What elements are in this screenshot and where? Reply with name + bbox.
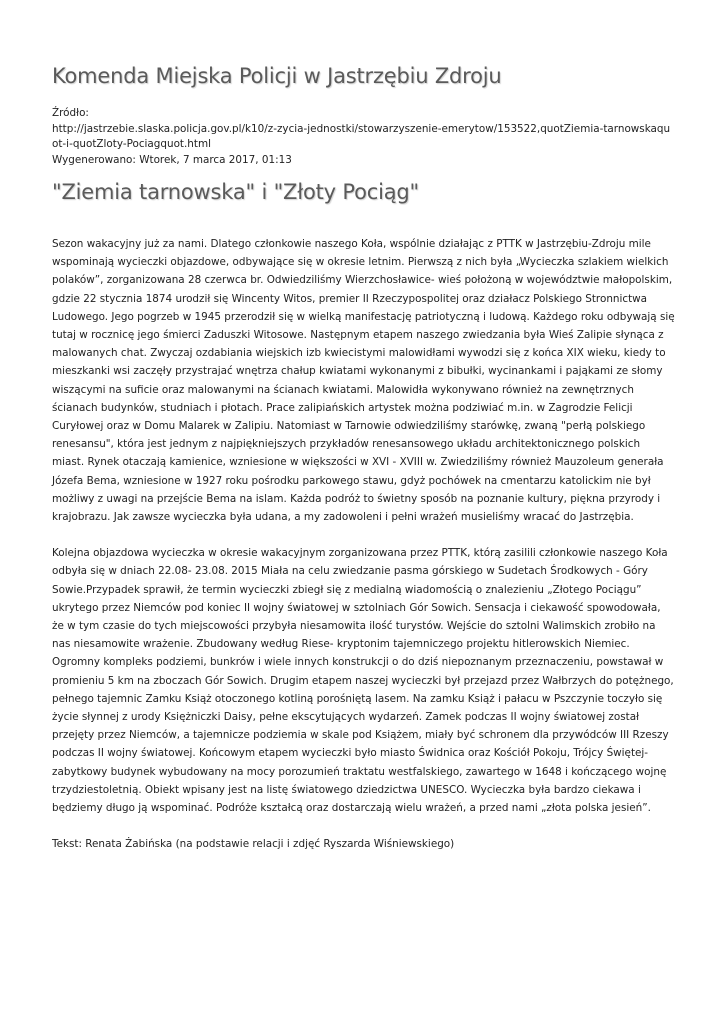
source-url: http://jastrzebie.slaska.policja.gov.pl/k10/z-zycia-jednostki/stowarzyszenie-emerytow/153522,quotZiemia-tarnowskaquot-i-quotZloty-Pociagquot.html [52,122,671,150]
article-body [52,235,675,854]
source-label: Źródło: [52,107,89,119]
article-title: "Ziemia tarnowska" i "Złoty Pociąg" [52,180,419,204]
site-title: Komenda Miejska Policji w Jastrzębiu Zdroju [52,64,502,88]
generated-date: Wygenerowano: Wtorek, 7 marca 2017, 01:13 [52,153,292,166]
article-paragraph: Kolejna objazdowa wycieczka w okresie wakacyjnym zorganizowana przez PTTK, którą zasilili członkowie naszego Koła odbyła się w dniach 22.08- 23.08. 2015 Miała na celu zwiedzanie pasma górskiego w Sudetach Środkowych - Góry Sowie.Przypadek sprawił, że termin wycieczki zbiegł się z medialną wiadomością o znalezieniu „Złotego Pociągu” ukrytego przez Niemców pod koniec II wojny światowej w sztolniach Gór Sowich. Sensacja i ciekawość spowodowała, że w tym czasie do tych miejscowości przybyła niesamowita ilość turystów. Wejście do sztolni Walimskich zrobiło na nas niesamowite wrażenie. Zbudowany według Riese- kryptonim tajemniczego projektu hitlerowskich Niemiec. Ogromny kompleks podziemi, bunkrów i wiele innych konstrukcji o do dziś niepoznanym przeznaczeniu, powstawał w promieniu 5 km na zboczach Gór Sowich. Drugim etapem naszej wycieczki był przejazd przez Wałbrzych do potężnego, pełnego tajemnic Zamku Książ otoczonego kotliną porośniętą lasem. Na zamku Książ i pałacu w Pszczynie toczyło się życie słynnej z urody Księżniczki Daisy, pełne ekscytujących wydarzeń. Zamek podczas II wojny światowej został przejęty przez Niemców, a tajemnicze podziemia w skale pod Książem, miały być schronem dla przywódców III Rzeszy podczas II wojny światowej. Końcowym etapem wycieczki było miasto Świdnica oraz Kościół Pokoju, Trójcy Świętej- zabytkowy budynek wybudowany na mocy porozumień traktatu westfalskiego, zawartego w 1648 i kończącego wojnę trzydziestoletnią. Obiekt wpisany jest na listę światowego dziedzictwa UNESCO. Wycieczka była bardzo ciekawa i będziemy długo ją wspominać. Podróże kształcą oraz dostarczają wielu wrażeń, a przed nami „złota polska jesień”. [52,547,674,815]
source-meta [52,106,675,168]
article-author-credit: Tekst: Renata Żabińska (na podstawie relacji i zdjęć Ryszarda Wiśniewskiego) [52,838,455,851]
article-paragraph: Sezon wakacyjny już za nami. Dlatego członkowie naszego Koła, wspólnie działając z PTTK w Jastrzębiu-Zdroju mile wspominają wycieczki objazdowe, odbywające się w okresie letnim. Pierwszą z nich była „Wycieczka szlakiem wielkich polaków”, zorganizowana 28 czerwca br. Odwiedziliśmy Wierzchosławice- wieś położoną w województwie małopolskim, gdzie 22 stycznia 1874 urodził się Wincenty Witos, premier II Rzeczypospolitej oraz działacz Polskiego Stronnictwa Ludowego. Jego pogrzeb w 1945 przerodził się w wielką manifestację patriotyczną i ludową. Każdego roku odbywają się tutaj w rocznicę jego śmierci Zaduszki Witosowe. Następnym etapem naszego zwiedzania była Wieś Zalipie słynąca z malowanych chat. Zwyczaj ozdabiania wiejskich izb kwiecistymi malowidłami wywodzi się z końca XIX wieku, kiedy to mieszkanki wsi zaczęły przystrajać wnętrza chałup kwiatami wykonanymi z bibułki, wycinankami i pająkami ze słomy wiszącymi na suficie oraz malowanymi na ścianach kwiatami. Malowidła wykonywano również na zewnętrznych ścianach budynków, studniach i płotach. Prace zalipiańskich artystek można podziwiać m.in. w Zagrodzie Felicji Curyłowej oraz w Domu Malarek w Zalipiu. Natomiast w Tarnowie odwiedziliśmy starówkę, zwaną "perłą polskiego renesansu", która jest jednym z najpiękniejszych przykładów renesansowego układu architektonicznego polskich miast. Rynek otaczają kamienice, wzniesione w większości w XVI - XVIII w. Zwiedziliśmy również Mauzoleum generała Józefa Bema, wzniesione w 1927 roku pośrodku parkowego stawu, gdyż pochówek na cmentarzu katolickim nie był możliwy z uwagi na przejście Bema na islam. Każda podróż to świetny sposób na poznanie kultury, piękna przyrody i krajobrazu. Jak zawsze wycieczka była udana, a my zadowoleni i pełni wrażeń musieliśmy wracać do Jastrzębia. [52,238,675,524]
